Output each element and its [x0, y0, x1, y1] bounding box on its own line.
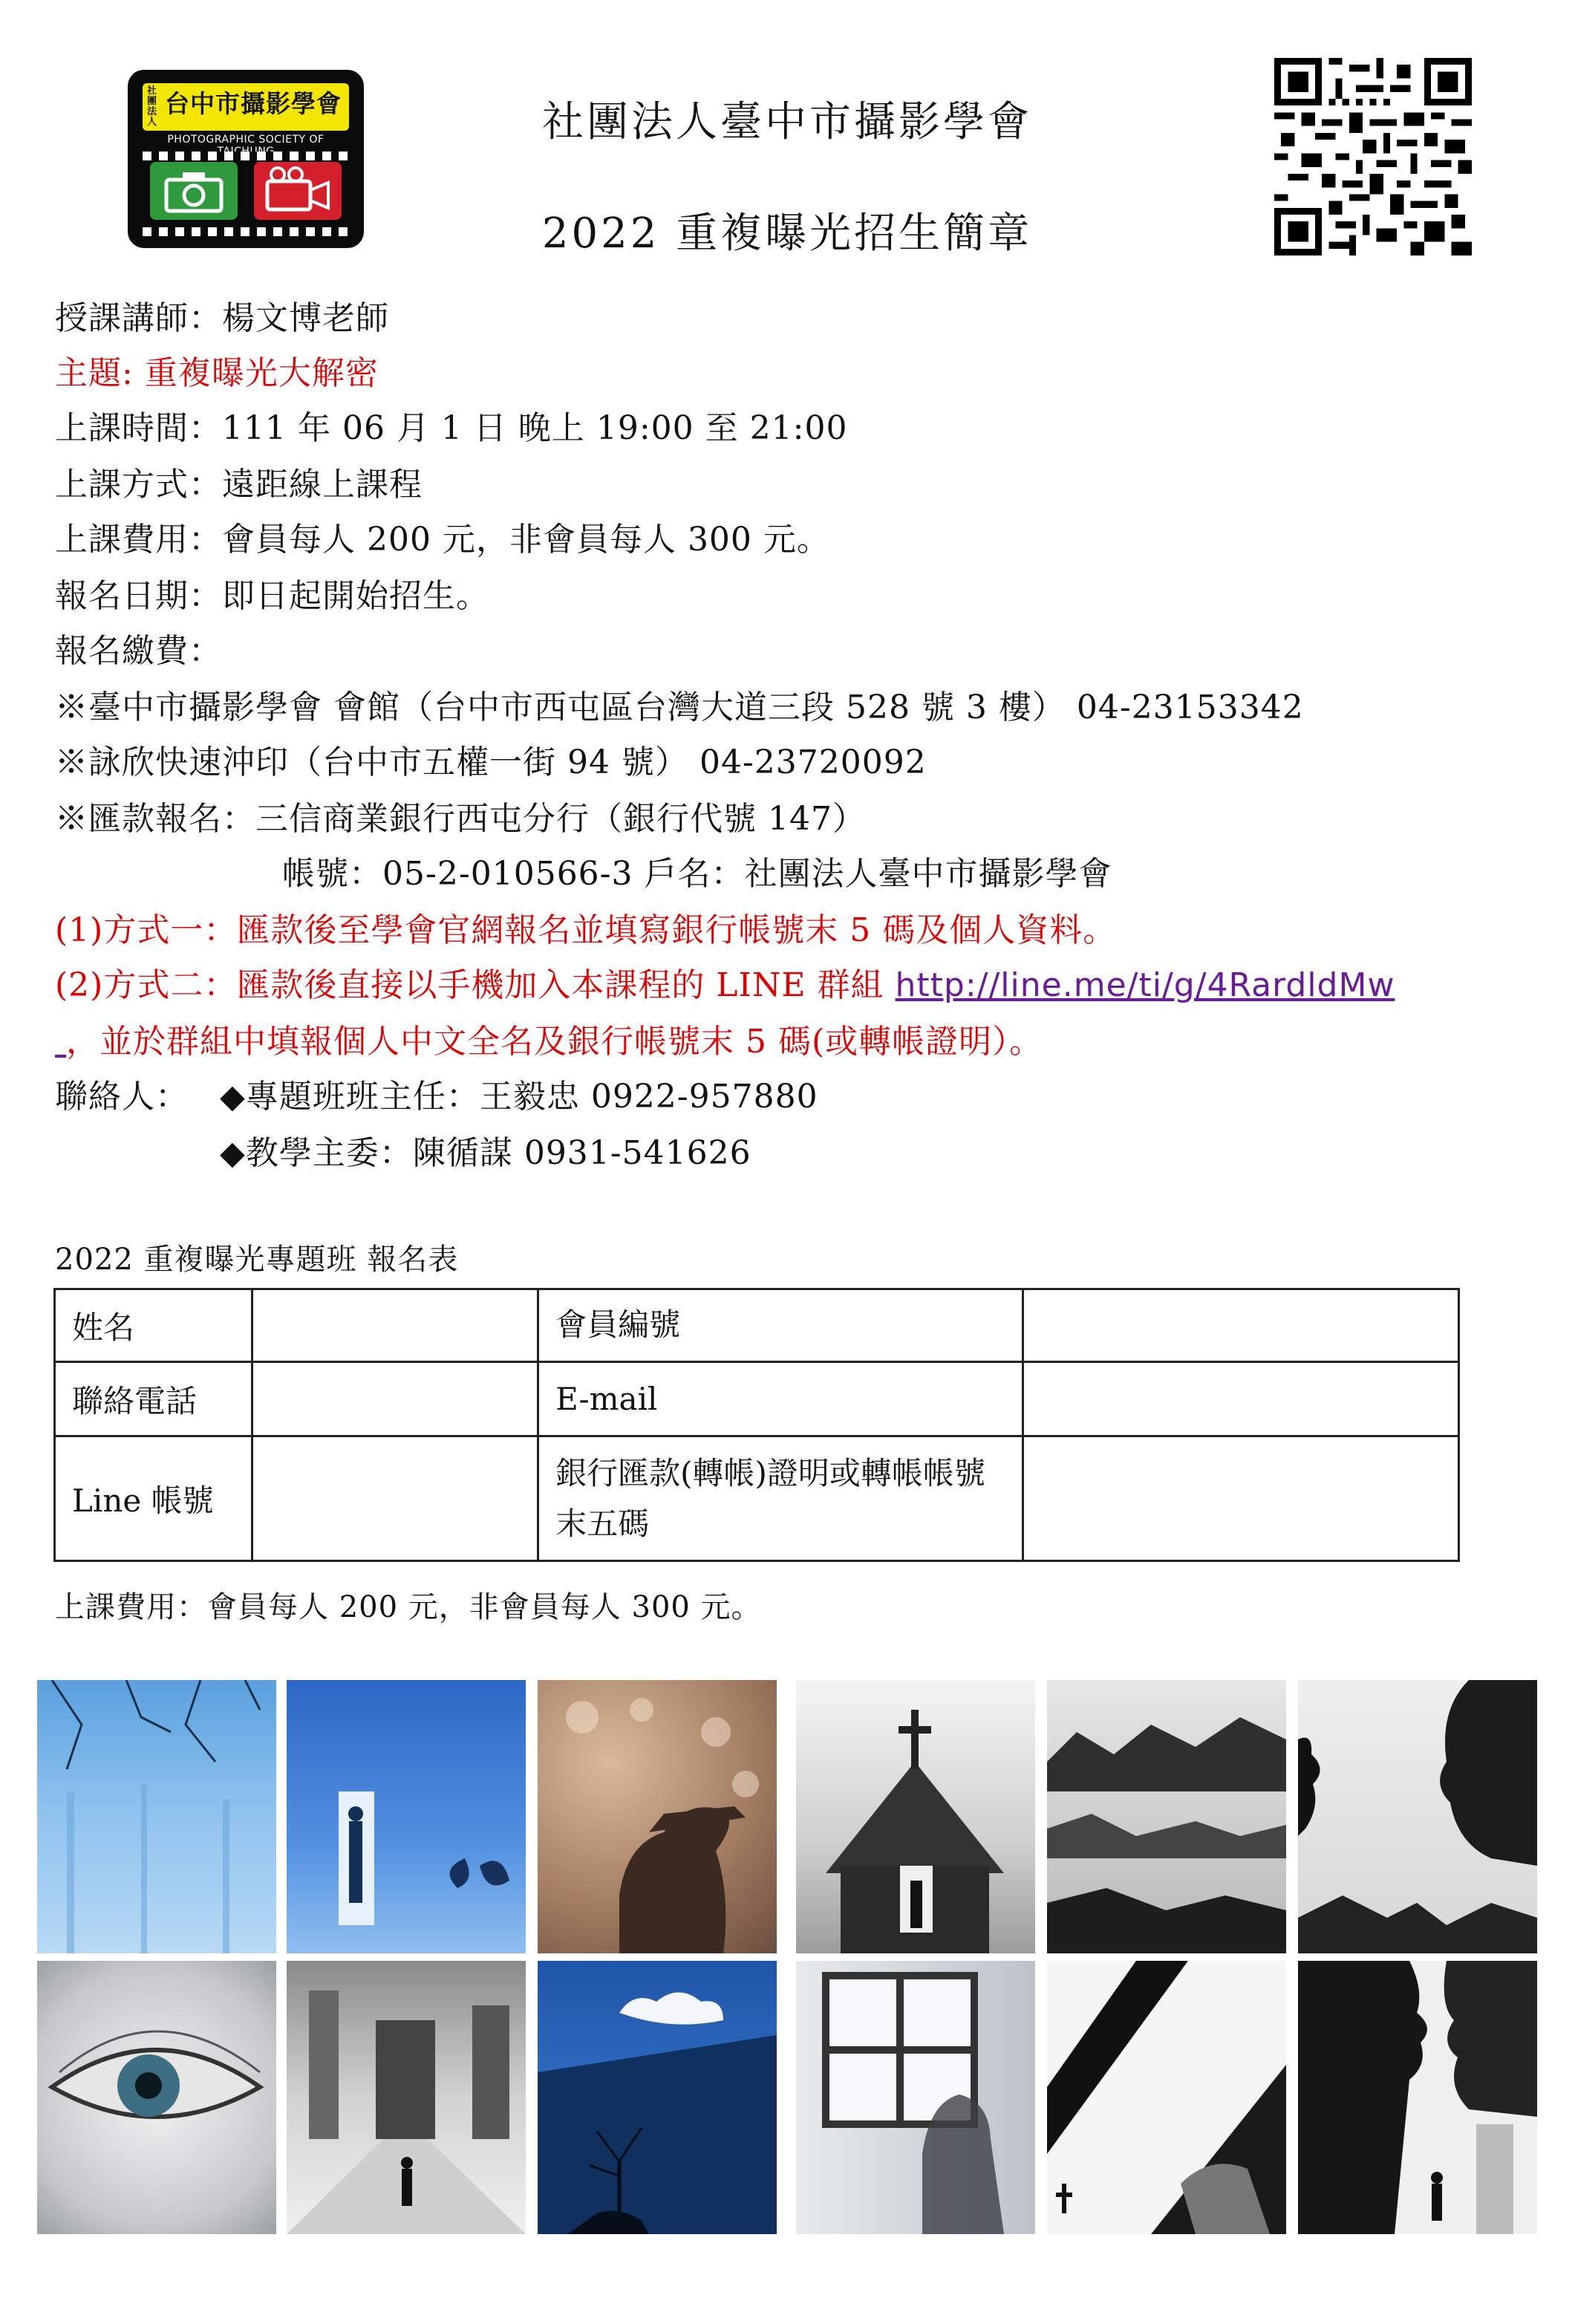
method-two-suffix: ，並於群組中填報個人中文全名及銀行帳號末 5 碼(或轉帳證明）。	[66, 1023, 1043, 1061]
table-row	[55, 1362, 1459, 1436]
society-logo	[128, 70, 364, 248]
line-id-field[interactable]	[252, 1436, 538, 1561]
contact-teaching-chair: ◆教學主委：陳循謀 0931-541626	[220, 1134, 751, 1172]
class-method-line: 上課方式：遠距線上課程	[55, 466, 423, 504]
link-underline-tail[interactable]	[55, 1023, 66, 1061]
signup-date-line: 報名日期：即日起開始招生。	[55, 577, 489, 615]
church-figure-photo	[796, 1680, 1035, 1953]
payment-label: 報名繳費：	[55, 632, 222, 670]
phone-label: 聯絡電話	[55, 1362, 252, 1436]
payment-option-clubhouse: ※臺中市攝影學會 會館（台中市西屯區台灣大道三段 528 號 3 樓） 04-23153342	[55, 689, 1304, 726]
class-fee-line: 上課費用：會員每人 200 元，非會員每人 300 元。	[55, 521, 830, 559]
org-name: 社團法人臺中市攝影學會	[542, 98, 1032, 146]
contact-label: 聯絡人：	[55, 1078, 189, 1116]
email-label: E-mail	[538, 1362, 1023, 1436]
qr-code-icon[interactable]	[1274, 58, 1472, 255]
table-row	[55, 1436, 1459, 1561]
city-corridor-figure-photo	[287, 1961, 526, 2234]
payment-option-bank: ※匯款報名：三信商業銀行西屯分行（銀行代號 147）	[55, 800, 866, 838]
member-number-label: 會員編號	[538, 1289, 1023, 1362]
contact-class-director: ◆專題班班主任：王毅忠 0922-957880	[220, 1078, 818, 1116]
transfer-proof-field[interactable]	[1023, 1436, 1459, 1561]
video-camera-icon	[254, 162, 342, 220]
member-number-field[interactable]	[1023, 1289, 1459, 1362]
blue-figure-doorway-photo	[287, 1680, 526, 1953]
name-field[interactable]	[252, 1289, 538, 1362]
topic-value: 重複曝光大解密	[144, 354, 379, 392]
registration-form-table	[53, 1288, 1460, 1562]
blue-forest-branches-photo	[37, 1680, 276, 1953]
camera-icon	[150, 162, 238, 220]
name-label: 姓名	[55, 1289, 252, 1362]
sepia-bokeh-silhouette-photo	[538, 1680, 777, 1953]
frosted-eye-photo	[37, 1961, 276, 2234]
blue-sky-tree-photo	[538, 1961, 777, 2234]
line-id-label: Line 帳號	[55, 1436, 252, 1561]
payment-option-photo-shop: ※詠欣快速沖印（台中市五權一街 94 號） 04-23720092	[55, 743, 927, 781]
profile-trees-photo	[1298, 1680, 1537, 1953]
transfer-proof-label: 銀行匯款(轉帳)證明或轉帳帳號末五碼	[538, 1436, 1023, 1561]
class-time-line: 上課時間：111 年 06 月 1 日 晚上 19:00 至 21:00	[55, 409, 848, 447]
bank-account-line: 帳號：05-2-010566-3 戶名：社團法人臺中市攝影學會	[282, 855, 1112, 893]
method-two-text: (2)方式二：匯款後直接以手機加入本課程的 LINE 群組	[55, 966, 896, 1004]
form-footer-note: 上課費用：會員每人 200 元，非會員每人 300 元。	[55, 1590, 762, 1624]
email-field[interactable]	[1023, 1362, 1459, 1436]
angled-face-church-photo	[1047, 1961, 1286, 2234]
logo-tag: 社團法人	[147, 85, 157, 128]
phone-field[interactable]	[252, 1362, 538, 1436]
topic-label: 主題:	[55, 354, 134, 392]
form-title: 2022 重複曝光專題班 報名表	[55, 1243, 459, 1277]
instructor-line: 授課講師：楊文博老師	[55, 299, 389, 337]
method-one-line: (1)方式一：匯款後至學會官網報名並填寫銀行帳號末 5 碼及個人資料。	[55, 911, 1117, 949]
line-group-link[interactable]: http://line.me/ti/g/4RardldMw	[895, 966, 1395, 1004]
film-strip-top	[143, 152, 349, 160]
method-two-line	[55, 958, 1395, 1006]
double-profile-figure-photo	[1298, 1961, 1537, 2234]
table-row	[55, 1289, 1459, 1362]
logo-name: 台中市攝影學會	[165, 89, 342, 118]
topic-line	[55, 346, 379, 394]
misty-mountains-photo	[1047, 1680, 1286, 1953]
page-title: 2022 重複曝光招生簡章	[541, 209, 1033, 258]
film-strip-bottom	[143, 227, 349, 236]
logo-english: PHOTOGRAPHIC SOCIETY OF	[167, 134, 325, 146]
window-silhouette-photo	[796, 1961, 1035, 2234]
method-two-continued	[55, 1015, 1043, 1062]
